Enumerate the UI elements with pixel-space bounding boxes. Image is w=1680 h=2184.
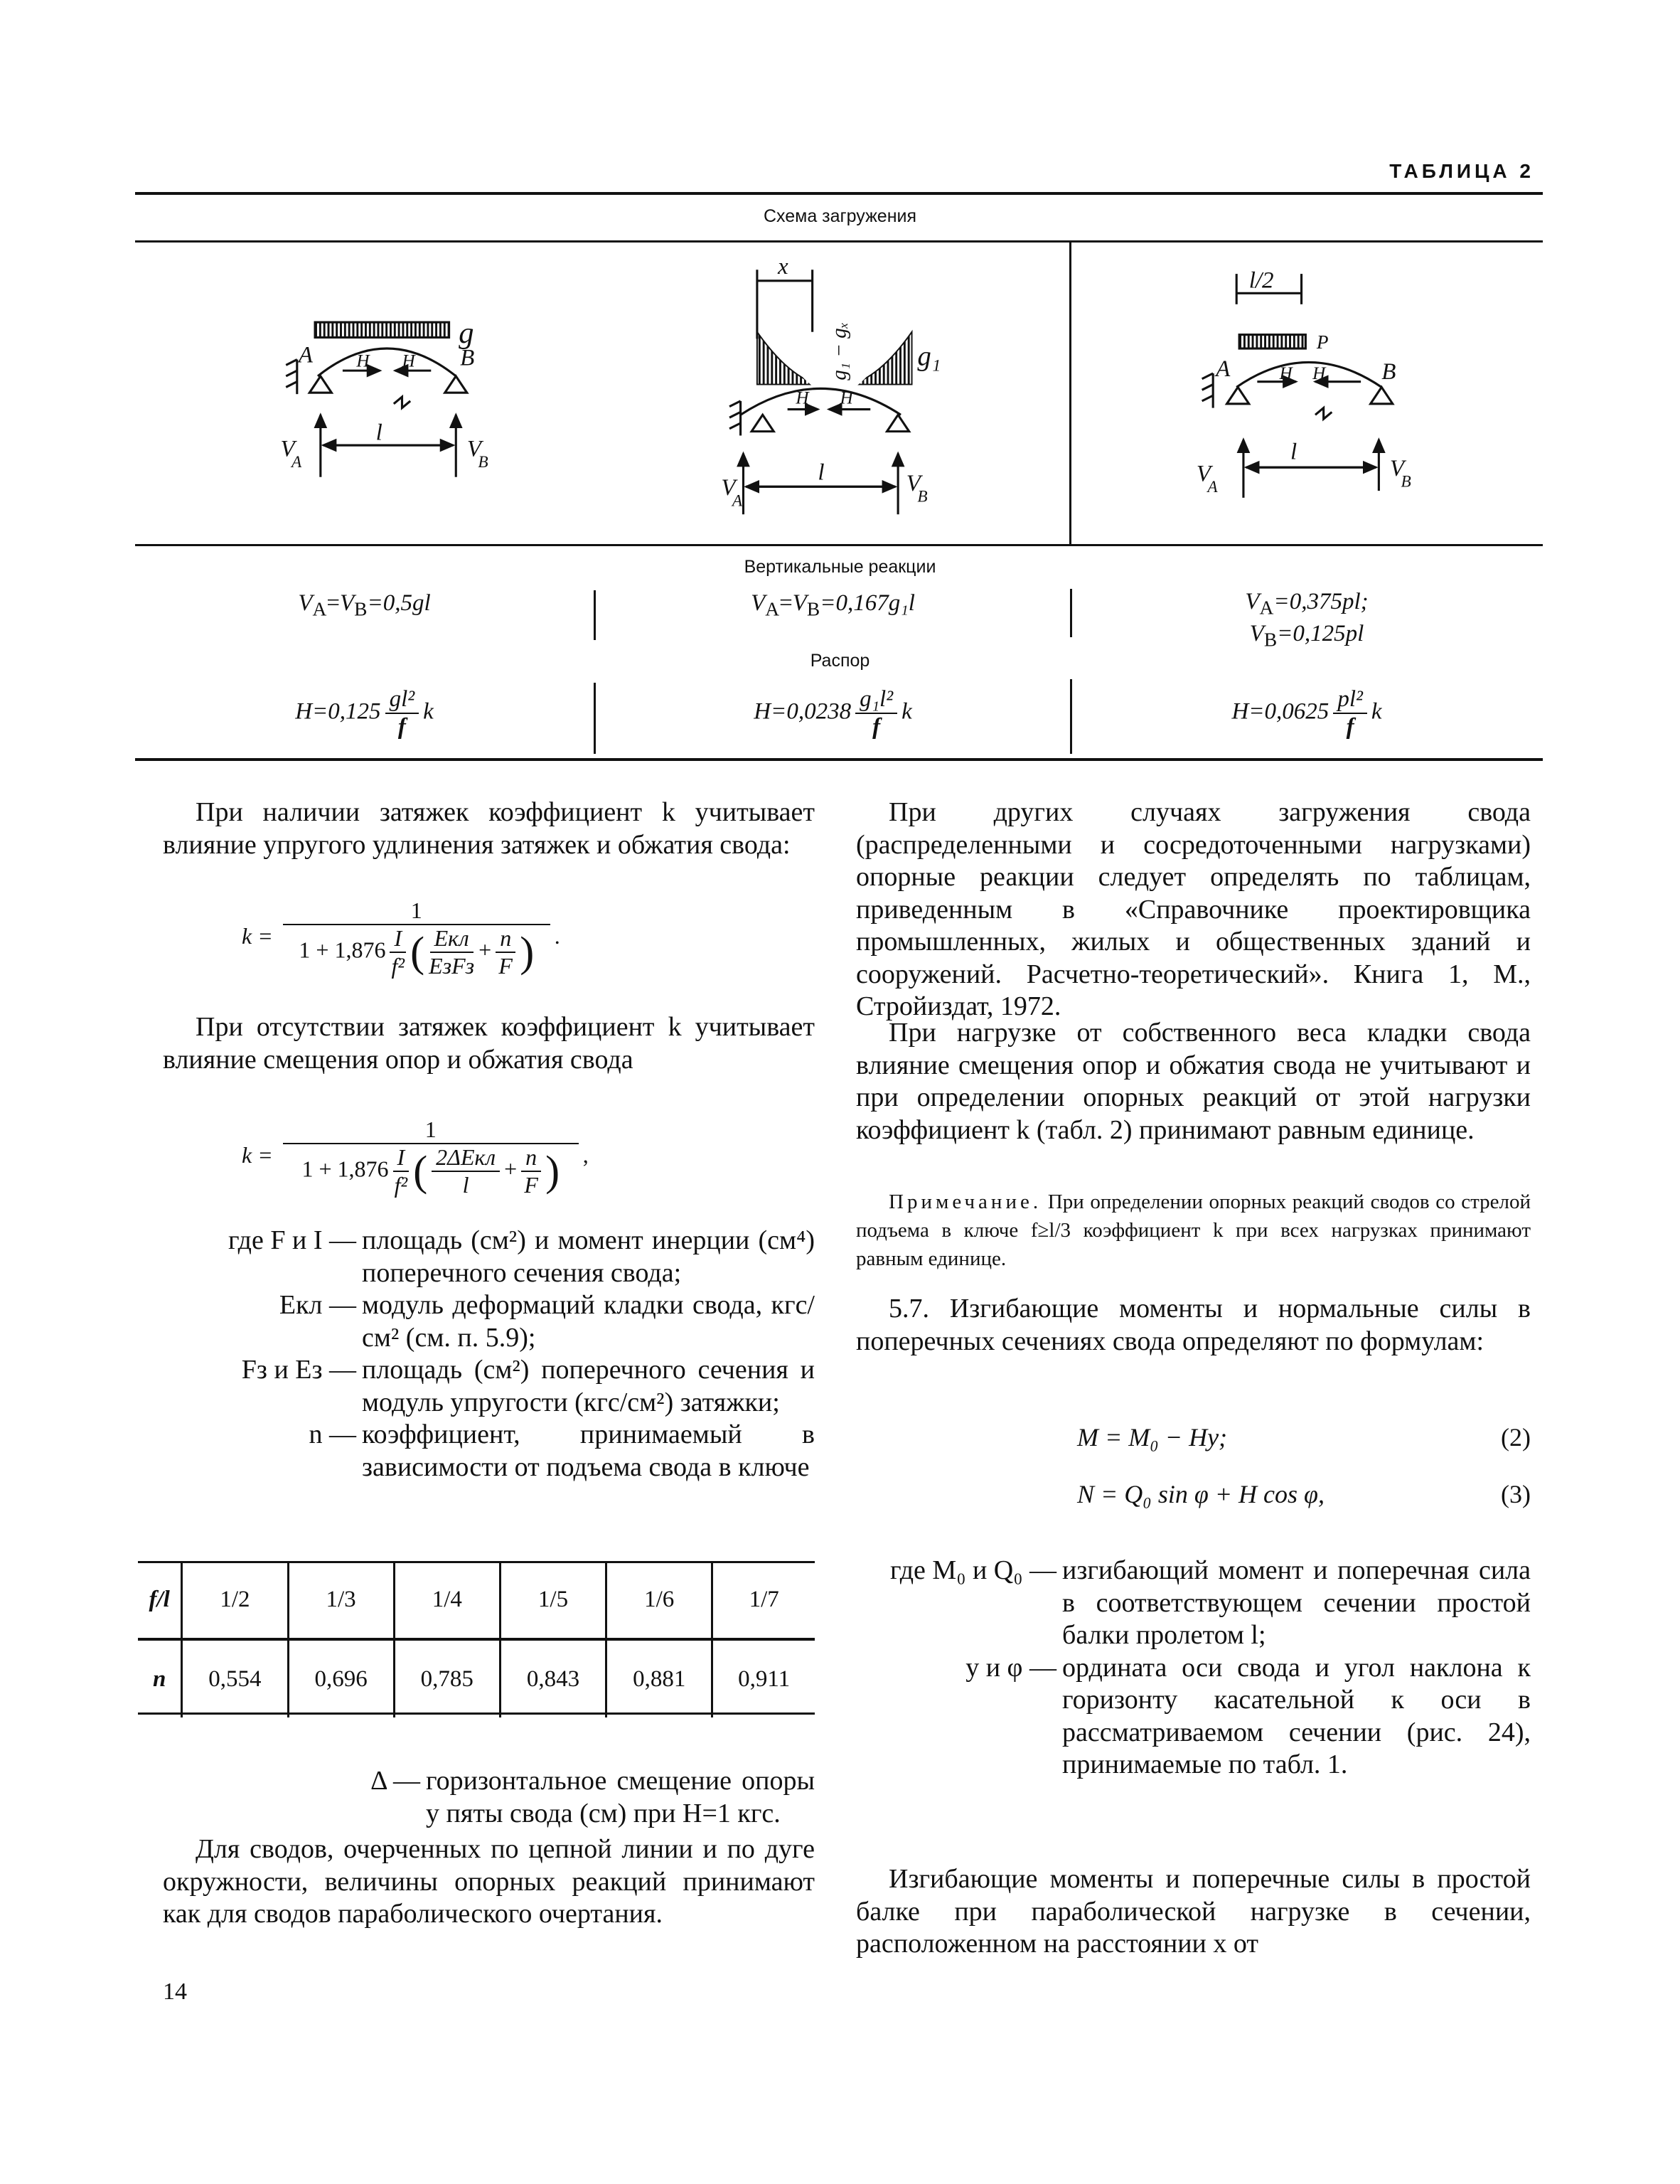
table2-vertical-2-v: V	[1245, 589, 1260, 614]
left-defs-1-term: Eкл —	[279, 1290, 356, 1320]
right-note: При определении опорных реакций сводов со стрелой подъема в ключе f≥l/3 коэффициент k при всех нагрузках принимают равным единице.	[856, 1190, 1531, 1270]
left-delta-def: горизонтальное смещение опоры у пяты свода (см) при H=1 кгс.	[426, 1766, 815, 1828]
table-bottom-rule	[135, 758, 1543, 761]
table2-vertical-2-v: V	[1249, 620, 1264, 646]
diagram2-load-end: g₁	[917, 341, 941, 372]
scheme-title: Схема загружения	[763, 206, 917, 226]
left-defs-1-def: модуль деформаций кладки свода, кгс/см² (см. п. 5.9);	[362, 1290, 815, 1353]
left-n-table-header-6: 1/7	[712, 1561, 815, 1639]
table2-diagrams-0-reaction-b-sub: B	[478, 453, 488, 472]
left-f1-f2: f²	[391, 953, 405, 979]
left-n-table-header-5: 1/6	[606, 1561, 712, 1639]
table2-vertical-2-b: В	[1263, 628, 1278, 651]
diagram1-support-b: B	[460, 345, 475, 371]
table-label: ТАБЛИЦА 2	[1389, 160, 1534, 182]
table2-vertical-1-eq: =	[779, 590, 793, 616]
table2-thrust-1-den: f	[872, 714, 881, 740]
table2-diagrams-1-reaction-a-sub: A	[732, 491, 743, 511]
left-n-table-row-1: 0,554	[182, 1639, 288, 1717]
note	[856, 1188, 1531, 1273]
table-row	[138, 1561, 815, 1639]
table2-vertical-0-v: V	[298, 590, 313, 616]
table2-diagrams-0-reaction-a-sub: A	[291, 453, 302, 472]
diagram1-vb: V	[466, 436, 481, 462]
diagram1-thrust-right: H	[402, 351, 415, 371]
symbol-definitions-right	[856, 1555, 1531, 1781]
paragraph-self-weight: При нагрузке от собственного веса кладки свода влияние смещения опор и обжатия свода не учитывают и при определении опорных реакций от этой нагрузки коэффициент k (табл. 2) принимают равным единице.	[856, 1018, 1531, 1145]
right-note-label: Примечание.	[889, 1190, 1042, 1213]
left-f2-a-den: l	[462, 1172, 469, 1198]
left-f1-n: n	[496, 925, 515, 953]
right-defs-0-def: изгибающий момент и поперечная сила в соответствующем сечении простой балки пролетом l;	[1062, 1555, 1531, 1650]
table2-thrust-2-k: k	[1371, 698, 1382, 725]
diagram2-load-label: g₁ − gₓ	[828, 321, 851, 380]
table2-vertical-0-val: =0,5gl	[367, 590, 431, 616]
diagram1-span: l	[375, 420, 382, 446]
left-f1-plus: +	[478, 937, 492, 963]
table2-vertical-1-v: V	[751, 590, 766, 616]
thrust-formula-3	[1072, 686, 1541, 740]
left-f1-lhs: k =	[242, 922, 273, 949]
equation-2: M = M₀ − Hy;	[1077, 1423, 1228, 1451]
left-f1-end: .	[554, 922, 560, 949]
table2-vertical-1-val: =0,167g₁l	[820, 590, 915, 616]
left-f2-n: n	[521, 1144, 541, 1172]
left-n-table-header-0: f/l	[138, 1561, 182, 1639]
table2-thrust-2-den: f	[1346, 714, 1354, 740]
left-f1-a-num: Eкл	[430, 925, 473, 953]
table2-vertical-1-a: А	[765, 597, 780, 620]
left-f2-end: ,	[582, 1141, 589, 1168]
diagram-half-span-load	[1202, 274, 1393, 498]
vertical-reaction-1	[135, 590, 594, 621]
vertical-reaction-3	[1072, 589, 1541, 652]
table2-thrust-0-lhs: H=0,125	[295, 698, 381, 725]
table2-thrust-0-num: gl²	[385, 686, 419, 714]
table2-vertical-1-b: В	[806, 597, 820, 620]
formula-k-without-ties: k = 1 1 + 1,876 $\frac{I}{\text{f²}}$ ( $\frac{\text{2ΔEкл}}{l}$ + $\frac{n}{F}$ ) ,	[242, 1117, 589, 1198]
table2-vertical-0-eq: =	[326, 590, 340, 616]
left-n-table-row-6: 0,911	[712, 1639, 815, 1717]
left-defs-2-def: площадь (см²) поперечного сечения и модуль упругости (кгс/см²) затяжки;	[362, 1355, 815, 1417]
table2-diagrams-2-thrust-left: H	[1279, 363, 1293, 383]
table2-diagrams-1-reaction-b-sub: B	[917, 487, 928, 506]
section-5-7: 5.7. Изгибающие моменты и нормальные силы в поперечных сечениях свода определяют по формулам:	[856, 1294, 1531, 1356]
table2-thrust-0-den: f	[397, 714, 406, 740]
page-number: 14	[163, 1978, 187, 2005]
left-n-table-row-4: 0,843	[500, 1639, 606, 1717]
diagram-uniform-load	[286, 322, 467, 477]
left-f2-lhs: k =	[242, 1141, 273, 1168]
left-delta-term: Δ —	[370, 1766, 420, 1796]
left-defs-3-term: n —	[309, 1419, 356, 1449]
table2-thrust-1-lhs: H=0,0238	[754, 698, 852, 725]
left-n-table-row-0: n	[152, 1666, 166, 1692]
paragraph-catenary: Для сводов, очерченных по цепной линии и по дуге окружности, величины опорных реакций принимают как для сводов параболического очертания.	[163, 1834, 815, 1929]
table2-vertical-0-v: V	[339, 590, 355, 616]
diagram1-va: V	[280, 436, 295, 462]
left-defs-0-term: где F и I —	[228, 1225, 356, 1255]
left-n-table-row-5: 0,881	[606, 1639, 712, 1717]
table2-diagrams-2-reaction-b: V	[1389, 455, 1405, 481]
vertical-reaction-2	[596, 590, 1070, 621]
left-f2-plus: +	[504, 1156, 518, 1182]
right-defs-0-term: где M₀ и Q₀ —	[890, 1555, 1056, 1585]
left-n-table-row-2: 0,696	[288, 1639, 394, 1717]
table2-diagrams-2-reaction-a-sub: A	[1207, 478, 1218, 497]
diagram1-thrust-left: H	[356, 351, 370, 371]
left-f2-F: F	[524, 1172, 538, 1198]
diagram2-span: l	[818, 459, 825, 486]
table2-vertical-2-line1: =0,375pl;	[1273, 589, 1369, 614]
right-defs-1-term: y и φ —	[965, 1652, 1056, 1683]
table2-diagrams-2-reaction-a: V	[1196, 461, 1211, 487]
left-defs-2-term: Fз и Eз —	[241, 1355, 356, 1385]
vertical-reactions-title: Вертикальные реакции	[744, 557, 936, 577]
thrust-formula-2	[596, 686, 1070, 740]
table2-diagrams-1-reaction-b: V	[906, 471, 921, 497]
table2-vertical-1-v: V	[792, 590, 807, 616]
left-f2-num: 1	[283, 1117, 579, 1144]
thrust-title: Распор	[810, 651, 870, 671]
delta-definition	[163, 1765, 815, 1830]
table2-vertical-0-a: А	[312, 597, 327, 620]
table2-diagrams-1-reaction-a: V	[721, 475, 736, 501]
left-f2-a-num: 2ΔEкл	[432, 1144, 500, 1172]
left-n-table-header-2: 1/3	[288, 1561, 394, 1639]
symbol-definitions-left	[163, 1225, 815, 1483]
paragraph-parabolic-load: Изгибающие моменты и поперечные силы в простой балке при параболической нагрузке в сечении, расположенном на расстоянии x от	[856, 1864, 1531, 1959]
equation-3: N = Q₀ sin φ + H cos φ,	[1077, 1480, 1325, 1508]
formula-k-with-ties: k = 1 1 + 1,876 $\frac{I}{\text{f²}}$ ( $\frac{\text{Eкл}}{\text{EзFз}}$ + $\frac{n}{F}$ ) .	[242, 897, 560, 979]
equation-3-number: (3)	[1501, 1480, 1531, 1508]
table2-diagrams-2-support-a: A	[1216, 356, 1231, 382]
table2-diagrams-1-thrust-left: H	[796, 388, 809, 408]
left-n-table-header-1: 1/2	[182, 1561, 288, 1639]
right-defs-1-def: ордината оси свода и угол наклона к горизонту касательной к оси в рассматриваемом сечении (рис. 24), принимаемые по табл. 1.	[1062, 1652, 1531, 1779]
thrust-formula-1	[135, 686, 594, 740]
table2-thrust-2-lhs: H=0,0625	[1231, 698, 1329, 725]
paragraph-no-ties: При отсутствии затяжек коэффициент k учитывает влияние смещения опор и обжатия свода	[163, 1012, 815, 1075]
table2-diagrams-2-reaction-b-sub: B	[1401, 472, 1411, 491]
table2-diagrams-2-support-b: B	[1381, 358, 1396, 385]
table2-thrust-1-k: k	[901, 698, 912, 725]
left-f1-I: I	[390, 925, 406, 953]
diagram1-load-label: g	[459, 316, 474, 351]
equation-2-number: (2)	[1501, 1423, 1531, 1451]
left-n-table-header-3: 1/4	[394, 1561, 500, 1639]
left-f1-den-pre: 1 + 1,876	[299, 937, 386, 963]
table2-thrust-2-num: pl²	[1333, 686, 1367, 714]
left-defs-0-def: площадь (см²) и момент инерции (см⁴) поперечного сечения свода;	[362, 1225, 815, 1288]
diagram2-x: x	[778, 254, 788, 280]
table2-thrust-1-num: g₁l²	[855, 686, 897, 714]
left-n-table-row-3: 0,785	[394, 1639, 500, 1717]
diagram1-support-a: A	[298, 342, 313, 368]
diagram3-load-label: P	[1316, 331, 1329, 353]
left-f1-a-den: EзFз	[429, 953, 475, 979]
table-row	[138, 1639, 815, 1717]
left-f1-num: 1	[283, 897, 550, 925]
left-f2-den-pre: 1 + 1,876	[301, 1156, 389, 1182]
n-coefficient-table	[138, 1561, 815, 1717]
table2-thrust-0-k: k	[423, 698, 434, 725]
left-n-table-header-4: 1/5	[500, 1561, 606, 1639]
table2-vertical-2-a: А	[1259, 596, 1274, 619]
left-f2-f2: f²	[394, 1172, 408, 1198]
left-f2-I: I	[393, 1144, 410, 1172]
paragraph-other-loads: При других случаях загружения свода (распределенными и сосредоточенными нагрузками) опорные реакции следует определять по таблицам, приведенным в «Справочнике проектировщика промышленных, жилых и общественных зданий и сооружений. Расчетно-теоретический». Книга 1, М., Стройиздат, 1972.	[856, 797, 1531, 1021]
left-defs-3-def: коэффициент, принимаемый в зависимости от подъема свода в ключе	[362, 1419, 815, 1482]
table2-vertical-2-line2: =0,125pl	[1277, 620, 1364, 646]
reactions-rule	[135, 544, 1543, 546]
table2-diagrams-2-span: l	[1290, 439, 1298, 465]
table2-diagrams-2-thrust-right: H	[1312, 363, 1326, 383]
paragraph-tie-coefficient: При наличии затяжек коэффициент k учитывает влияние упругого удлинения затяжек и обжатия свода:	[163, 797, 815, 860]
table2-diagrams-1-thrust-right: H	[840, 388, 853, 408]
left-f1-F: F	[498, 953, 513, 979]
diagram3-dim: l/2	[1248, 267, 1274, 294]
table2-vertical-0-b: В	[354, 597, 368, 620]
